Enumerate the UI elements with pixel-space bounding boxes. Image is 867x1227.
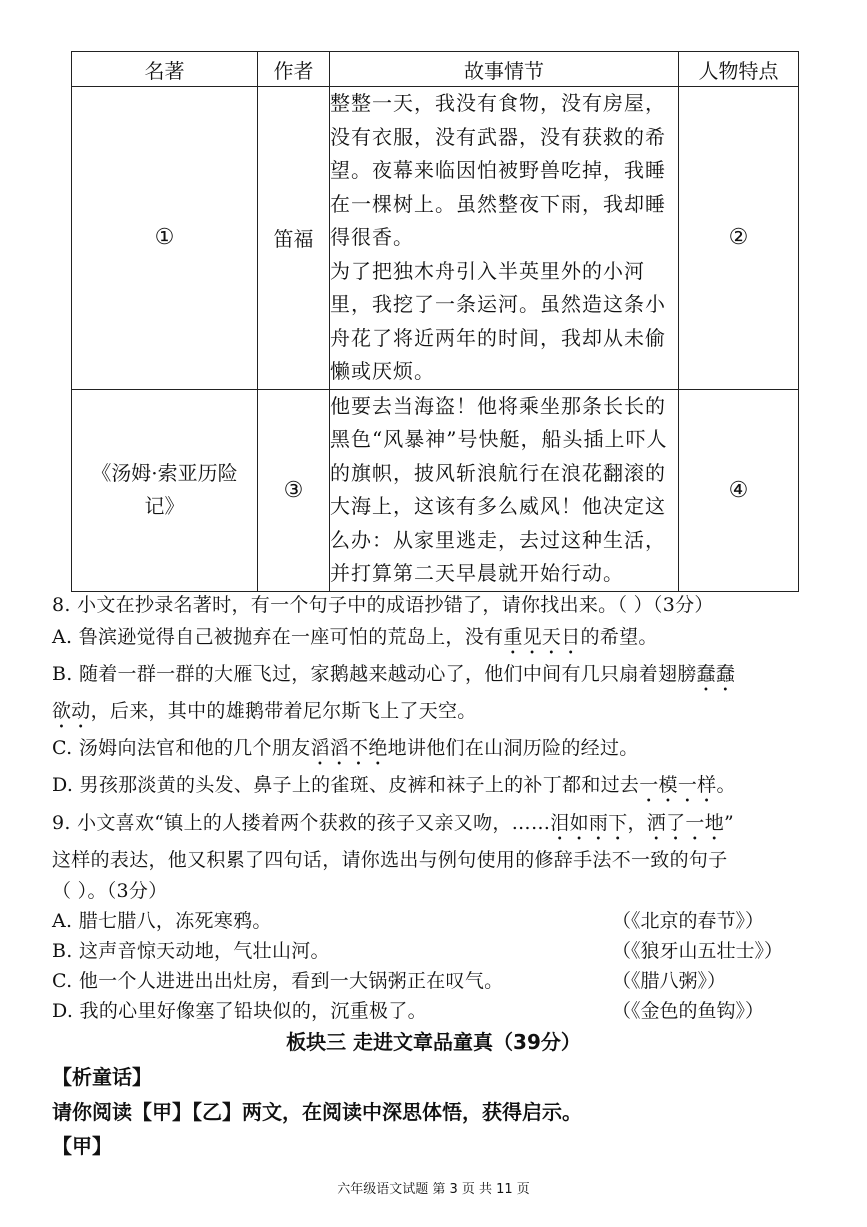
passage-jia-label: 【甲】 [52, 1134, 112, 1158]
reading-instruction: 请你阅读【甲】【乙】两文，在阅读中深思体悟，获得启示。 [52, 1100, 582, 1124]
book-cell: 《汤姆·索亚历险记》 [72, 389, 258, 591]
q8-stem: 8. 小文在抄录名著时，有一个句子中的成语抄错了，请你找出来。（ ）（3分） [52, 594, 714, 616]
q9-source-c: （《腊八粥》） [612, 970, 727, 992]
header-plot: 故事情节 [330, 52, 679, 87]
q9-stem: 9. 小文喜欢“镇上的人搂着两个获救的孩子又亲又吻，……泪如雨下，洒了一地” [52, 812, 735, 834]
trait-cell: ② [679, 87, 799, 390]
author-cell: ③ [258, 389, 330, 591]
plot-paragraph: 为了把独木舟引入半英里外的小河里，我挖了一条运河。虽然造这条小舟花了将近两年的时间，我却从未偷懒或厌烦。 [330, 258, 666, 383]
header-trait: 人物特点 [679, 52, 799, 87]
q9-stem-line3: （ ）。（3分） [52, 880, 168, 902]
q9-stem-line2: 这样的表达，他又积累了四句话，请你选出与例句使用的修辞手法不一致的句子 [52, 849, 728, 871]
plot-cell [330, 389, 679, 591]
emphasis-text: 泪如雨下，洒了一地 [550, 812, 724, 834]
q8-option-b: B. 随着一群一群的大雁飞过，家鹅越来越动心了，他们中间有几只扇着翅膀蠢蠢 [52, 663, 736, 685]
author-cell: 笛福 [258, 87, 330, 390]
q9-source-b: （《狼牙山五壮士》） [612, 940, 784, 962]
book-cell: ① [72, 87, 258, 390]
emphasis-text: 欲动 [52, 700, 91, 722]
table-row [72, 87, 799, 390]
table-row [72, 389, 799, 591]
q9-source-d: （《金色的鱼钩》） [612, 1000, 765, 1022]
emphasis-text: 重见天日 [503, 626, 581, 648]
q9-option-b: B. 这声音惊天动地，气壮山河。 [52, 940, 330, 962]
plot-cell [330, 87, 679, 390]
q9-option-a: A. 腊七腊八，冻死寒鸦。 [52, 910, 272, 932]
section-subtitle: 【析童话】 [52, 1065, 152, 1089]
q9-source-a: （《北京的春节》） [612, 910, 765, 932]
q9-option-d: D. 我的心里好像塞了铅块似的，沉重极了。 [52, 1000, 427, 1022]
section-title: 板块三 走进文章品童真（39分） [286, 1030, 581, 1054]
literature-table [71, 51, 799, 592]
plot-paragraph: 整整一天，我没有食物，没有房屋，没有衣服，没有武器，没有获救的希望。夜幕来临因怕被野兽吃掉，我睡在一棵树上。虽然整夜下雨，我却睡得很香。 [330, 91, 666, 249]
plot-paragraph: 他要去当海盗！他将乘坐那条长长的黑色“风暴神”号快艇，船头插上吓人的旗帜，披风斩浪航行在浪花翻滚的大海上，这该有多么威风！他决定这么办：从家里逃走，去过这种生活，并打算第二天早晨就开始行动。 [330, 393, 668, 585]
q9-option-c: C. 他一个人进进出出灶房，看到一大锅粥正在叹气。 [52, 970, 504, 992]
emphasis-text: 滔滔不绝 [310, 737, 388, 759]
table-header-row [72, 52, 799, 87]
q8-option-b-cont: 欲动，后来，其中的雄鹅带着尼尔斯飞上了天空。 [52, 700, 477, 722]
emphasis-text: 一模一样 [639, 774, 717, 796]
header-book: 名著 [72, 52, 258, 87]
q8-option-c: C. 汤姆向法官和他的几个朋友滔滔不绝地讲他们在山洞历险的经过。 [52, 737, 639, 759]
trait-cell: ④ [679, 389, 799, 591]
q8-option-a: A. 鲁滨逊觉得自己被抛弃在一座可怕的荒岛上，没有重见天日的希望。 [52, 626, 658, 648]
page-footer: 六年级语文试题 第 3 页 共 11 页 [337, 1182, 530, 1197]
emphasis-text: 蠢蠢 [696, 663, 736, 685]
q8-option-d: D. 男孩那淡黄的头发、鼻子上的雀斑、皮裤和袜子上的补丁都和过去一模一样。 [52, 774, 736, 796]
header-author: 作者 [258, 52, 330, 87]
